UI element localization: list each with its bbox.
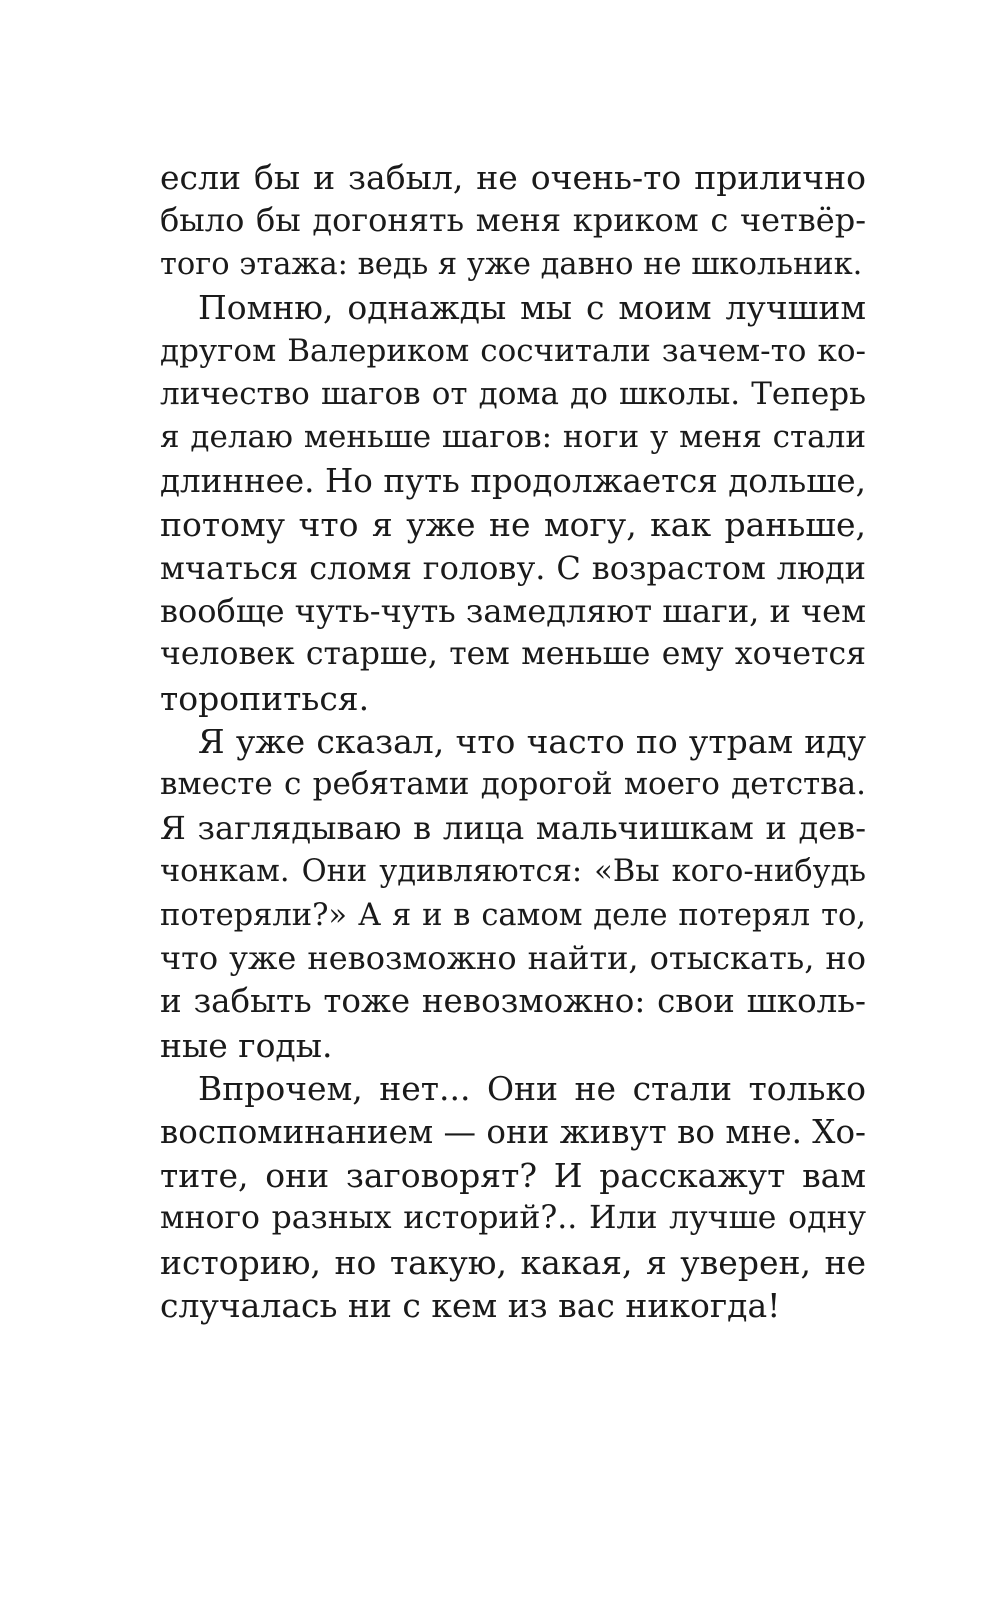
text-line: случалась ни с кем из вас никогда! <box>160 1286 781 1326</box>
text-line: что уже невозможно найти, отыскать, но <box>160 939 866 978</box>
text-line: потеряли?» А я и в самом деле потерял то, <box>160 897 866 933</box>
text-line: другом Валериком сосчитали зачем-то ко- <box>160 332 866 369</box>
text-line: вообще чуть-чуть замедляют шаги, и чем <box>160 591 866 630</box>
text-line: ные годы. <box>160 1025 333 1065</box>
text-line: человек старше, тем меньше ему хочется <box>160 636 866 673</box>
text-line: чонкам. Они удивляются: «Вы кого-нибудь <box>160 854 866 890</box>
text-line: вместе с ребятами дорогой моего детства. <box>160 766 866 803</box>
text-line: если бы и забыл, не очень-то прилично <box>160 158 866 197</box>
text-line: Я заглядываю в лица мальчишкам и дев- <box>160 808 866 847</box>
text-line: длиннее. Но путь продолжается дольше, <box>160 461 866 500</box>
paragraph-1 <box>160 156 866 286</box>
text-line: и забыть тоже невозможно: свои школь- <box>160 982 866 1021</box>
body-text <box>160 156 866 1328</box>
text-line: много разных историй?.. Или лучше одну <box>160 1200 866 1237</box>
text-line: торопиться. <box>160 678 370 718</box>
paragraph-4 <box>160 1067 866 1327</box>
text-line: мчаться сломя голову. С возрастом люди <box>160 548 866 587</box>
text-line: Помню, однажды мы с моим лучшим <box>198 288 866 328</box>
text-line: историю, но такую, какая, я уверен, не <box>160 1242 866 1282</box>
text-line: было бы догонять меня криком с четвёр- <box>160 201 866 240</box>
text-line: тите, они заговорят? И расскажут вам <box>160 1155 866 1195</box>
text-line: Впрочем, нет... Они не стали только <box>198 1069 866 1109</box>
text-line: личество шагов от дома до школы. Теперь <box>160 375 866 412</box>
text-line: того этажа: ведь я уже давно не школьник. <box>160 246 863 282</box>
text-line: Я уже сказал, что часто по утрам иду <box>198 722 866 762</box>
paragraph-3 <box>160 720 866 1067</box>
text-line: воспоминанием — они живут во мне. Хо- <box>160 1112 866 1151</box>
paragraph-2 <box>160 286 866 720</box>
text-line: я делаю меньше шагов: ноги у меня стали <box>160 419 866 456</box>
text-line: потому что я уже не могу, как раньше, <box>160 505 866 545</box>
